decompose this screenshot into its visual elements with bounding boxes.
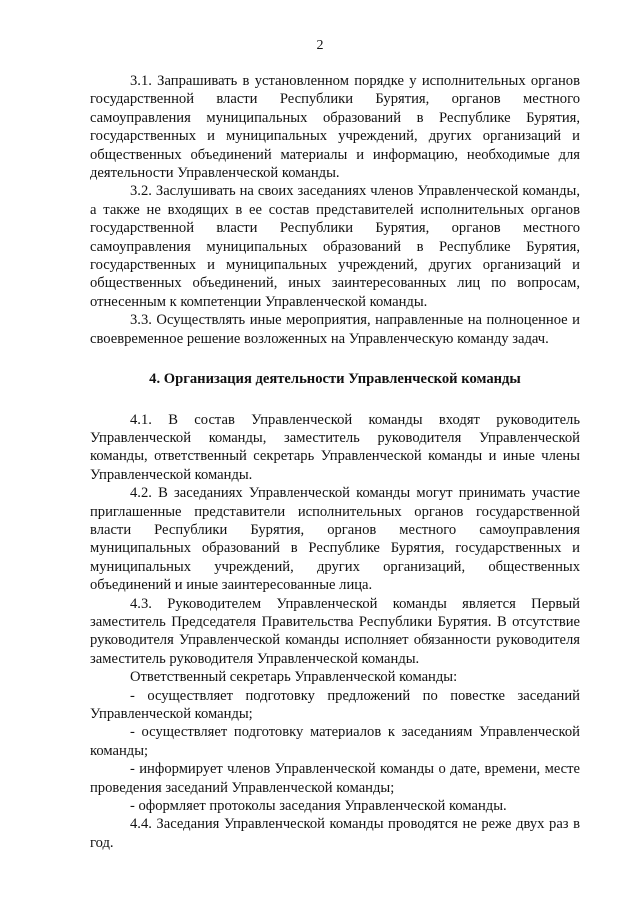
paragraph-3-2: 3.2. Заслушивать на своих заседаниях членов Управленческой команды, а также не входящих в ее состав представителей исполнительных органов государственной власти Республики Бурятия, органов местного самоуправления муниципальных образований в Республике Бурятия, государственных и муниципальных учреждений, других организаций и общественных объединений, иных заинтересованных лиц по вопросам, отнесенным к компетенции Управленческой команды. [90, 183, 580, 310]
secretary-intro: Ответственный секретарь Управленческой команды: [130, 669, 458, 686]
paragraph-3-1: 3.1. Запрашивать в установленном порядке у исполнительных органов государственной власти Республики Бурятия, органов местного самоуправления муниципальных образований в Республике Бурятия, государственных и муниципальных учреждений, других организаций и общественных объединений материалы и информацию, необходимые для деятельности Управленческой команды. [90, 73, 580, 182]
paragraph-3-3: 3.3. Осуществлять иные мероприятия, направленные на полноценное и своевременное решение возложенных на Управленческую команду задач. [90, 312, 580, 347]
paragraph-4-1: 4.1. В состав Управленческой команды входят руководитель Управленческой команды, заместитель руководителя Управленческой команды, ответственный секретарь Управленческой команды и иные члены Управленческой команды. [90, 411, 580, 483]
document-body [90, 72, 580, 852]
secretary-duty-1: - осуществляет подготовку предложений по повестке заседаний Управленческой команды; [90, 687, 580, 722]
secretary-duty-2: - осуществляет подготовку материалов к заседаниям Управленческой команды; [90, 724, 580, 759]
paragraph-4-2: 4.2. В заседаниях Управленческой команды могут принимать участие приглашенные представители исполнительных органов государственной власти Республики Бурятия, органов местного самоуправления муниципальных образований в Республике Бурятия, государственных и муниципальных учреждений, других организаций, общественных объединений и иные заинтересованные лица. [90, 485, 580, 594]
paragraph-4-3: 4.3. Руководителем Управленческой команды является Первый заместитель Председателя Правительства Республики Бурятия. В отсутствие руководителя Управленческой команды исполняет обязанности руководителя заместитель руководителя Управленческой команды. [90, 595, 580, 667]
paragraph-4-4: 4.4. Заседания Управленческой команды проводятся не реже двух раз в год. [90, 816, 580, 851]
secretary-duty-4: - оформляет протоколы заседания Управленческой команды. [130, 798, 507, 815]
secretary-duty-3: - информирует членов Управленческой команды о дате, времени, месте проведения заседаний Управленческой команды; [90, 761, 580, 796]
page-number: 2 [316, 38, 324, 53]
section-heading: 4. Организация деятельности Управленческой команды [149, 371, 521, 388]
